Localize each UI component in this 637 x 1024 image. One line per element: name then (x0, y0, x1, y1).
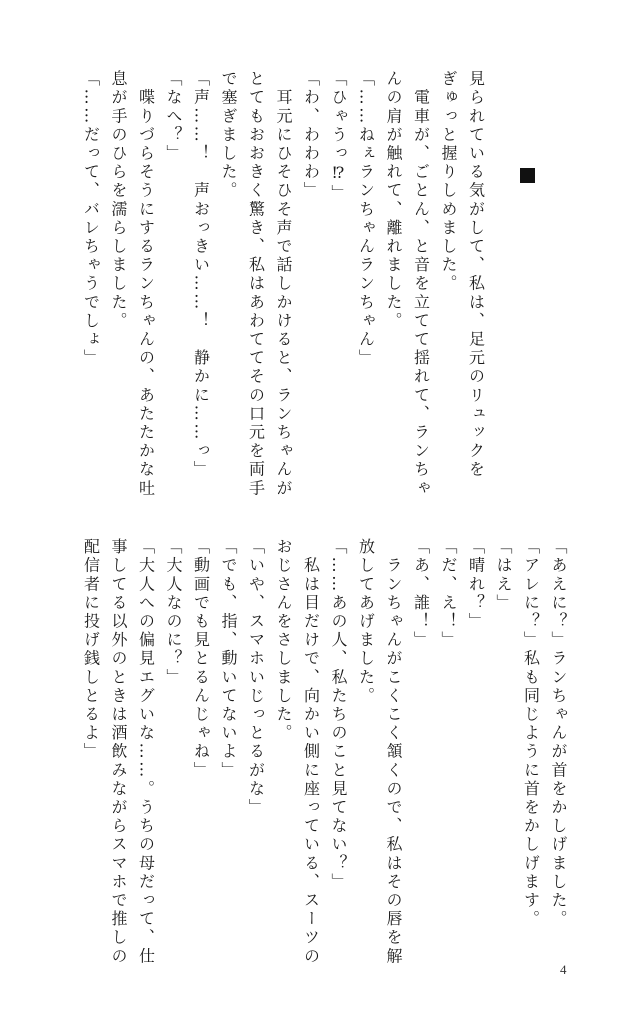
text-line: 「動画でも見とるんじゃね」 (191, 538, 211, 780)
text-line: 耳元にひそひそ声で話しかけると、ランちゃんが (274, 70, 293, 498)
text-line: 放してあげました。 (356, 538, 376, 706)
text-line: 「晴れ？」 (466, 538, 486, 631)
page-number: 4 (560, 962, 567, 977)
text-line: で塞ぎました。 (219, 70, 238, 201)
text-line: ぎゅっと握りしめました。 (439, 70, 458, 294)
text-line: 「大人なのに？」 (164, 538, 183, 687)
text-line: おじさんをさしました。 (274, 538, 293, 743)
text-line: 「あえに？」ランちゃんが首をかしげました。 (549, 538, 568, 929)
text-line: 「でも、指、動いてないよ」 (219, 538, 238, 780)
text-line: 「ひゃうっ⁉」 (329, 70, 348, 204)
text-line: 「だ、え！」 (439, 538, 458, 650)
text-line: 「……ねぇランちゃんランちゃん」 (356, 70, 376, 368)
text-line: 「大人への偏見エグいな……。うちの母だって、仕 (136, 538, 156, 966)
text-line: 「なへ？」 (164, 70, 183, 163)
text-line (548, 70, 569, 470)
text-line: 喋りづらそうにするランちゃんの、あたたかな吐 (136, 70, 156, 498)
text-line: 私は目だけで、向かい側に座っている、スーツの (301, 538, 321, 966)
text-line: 電車が、ごとん、と音を立てて揺れて、ランちゃ (411, 70, 431, 498)
text-line: 「声……！ 声おっきい……！ 静かに……っ」 (191, 70, 211, 480)
text-line: 「いや、スマホいじっとるがな」 (246, 538, 266, 817)
text-line: 「はえ」 (494, 538, 513, 613)
text-line: 「……あの人、私たちのこと見てない？」 (329, 538, 348, 892)
text-block-bottom (81, 538, 570, 966)
text-line: 見られている気がして、私は、足元のリュックを (466, 70, 486, 480)
text-line: 「わ、わわわ」 (301, 70, 321, 201)
text-line: 「あ、誰！」 (411, 538, 431, 650)
text-line: とてもおおきく驚き、私はあわててその口元を両手 (246, 70, 266, 498)
text-line: 息が手のひらを濡らしました。 (109, 70, 128, 331)
text-line: ランちゃんがこくこく頷くので、私はその唇を解 (384, 538, 403, 966)
text-block-top (81, 70, 570, 498)
text-line: 「……だって、バレちゃうでしょ」 (81, 70, 101, 368)
text-line (521, 70, 542, 470)
text-line (493, 70, 514, 470)
text-line: 配信者に投げ銭しとるよ」 (81, 538, 101, 762)
text-line: 「アレに？」私も同じように首をかしげます。 (521, 538, 541, 929)
text-line: んの肩が触れて、離れました。 (384, 70, 403, 331)
text-line: 事してる以外のときは酒飲みながらスマホで推しの (109, 538, 128, 966)
